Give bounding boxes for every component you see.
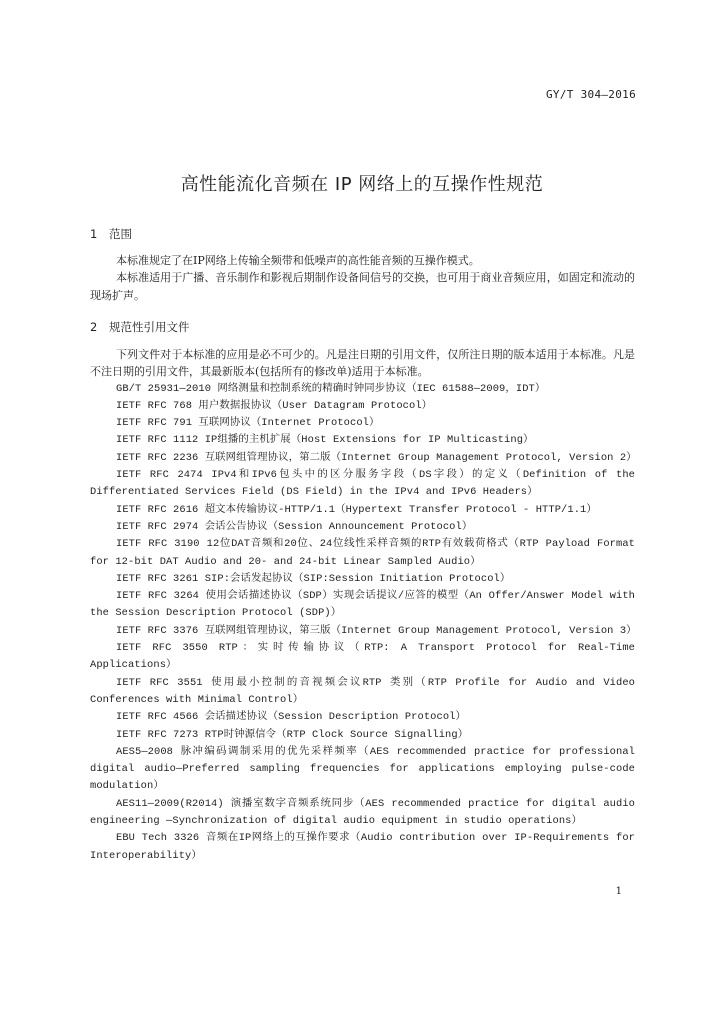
references-intro: 下列文件对于本标准的应用是必不可少的。凡是注日期的引用文件，仅所注日期的版本适用于本标准。凡是不注日期的引用文件，其最新版本(包括所有的修改单)适用于本标准。: [90, 348, 635, 379]
scope-paragraph: 本标准适用于广播、音乐制作和影视后期制作设备间信号的交换，也可用于商业音频应用，如固定和流动的现场扩声。: [90, 271, 635, 302]
scope-paragraph: 本标准规定了在IP网络上传输全频带和低噪声的高性能音频的互操作模式。: [116, 254, 480, 267]
reference-item: IETF RFC 1112 IP组播的主机扩展（Host Extensions for IP Multicasting）: [116, 434, 534, 447]
reference-item: IETF RFC 3376 互联网组管理协议，第三版（Internet Group Management Protocol, Version 3）: [116, 624, 637, 637]
reference-item: IETF RFC 2974 会话公告协议（Session Announcement Protocol）: [116, 520, 473, 533]
section-title: 范围: [109, 227, 132, 241]
reference-item: IETF RFC 791 互联网协议（Internet Protocol）: [116, 417, 380, 430]
reference-item: IETF RFC 2474 IPv4和IPv6包头中的区分服务字段（DS字段）的定义（Definition of the Differentiated Services Field (DS Field) in the IPv4 and IPv6 Headers）: [90, 469, 635, 499]
reference-item: GB/T 25931—2010 网络测量和控制系统的精确时钟同步协议（IEC 61588—2009，IDT）: [116, 382, 546, 395]
reference-item: IETF RFC 3551 使用最小控制的音视频会议RTP 类别（RTP Profile for Audio and Video Conferences with Minimal Control）: [90, 676, 635, 706]
page-number: 1: [615, 886, 622, 897]
reference-item: AES11—2009(R2014) 演播室数字音频系统同步（AES recommended practice for digital audio engineering —Synchronization of digital audio equipment in studio operations）: [90, 797, 635, 828]
reference-item: IETF RFC 3261 SIP:会话发起协议（SIP:Session Initiation Protocol）: [116, 572, 511, 585]
scope-body: [90, 252, 635, 304]
reference-item: IETF RFC 3264 使用会话描述协议（SDP）实现会话提议/应答的模型（An Offer/Answer Model with the Session Description Protocol (SDP)）: [90, 590, 635, 620]
section-references-heading: [90, 319, 190, 335]
section-title: 规范性引用文件: [109, 320, 190, 334]
reference-item: IETF RFC 2616 超文本传输协议-HTTP/1.1（Hypertext Transfer Protocol - HTTP/1.1）: [116, 503, 597, 516]
references-body: [90, 346, 635, 865]
document-title: 高性能流化音频在 IP 网络上的互操作性规范: [180, 174, 544, 195]
reference-item: IETF RFC 768 用户数据报协议（User Datagram Protocol）: [116, 399, 433, 412]
reference-item: AES5—2008 脉冲编码调制采用的优先采样频率（AES recommended practice for professional digital audio—Preferred sampling frequencies for applications employing pulse-code modulation）: [90, 745, 635, 793]
standard-code: GY/T 304—2016: [546, 88, 636, 101]
section-scope-heading: [90, 226, 132, 242]
reference-item: IETF RFC 3550 RTP：实时传输协议（RTP: A Transport Protocol for Real-Time Applications）: [90, 642, 635, 672]
section-number: 1: [90, 227, 98, 241]
reference-item: EBU Tech 3326 音频在IP网络上的互操作要求（Audio contribution over IP-Requirements for Interoperability）: [90, 832, 635, 862]
section-number: 2: [90, 320, 98, 334]
reference-item: IETF RFC 3190 12位DAT音频和20位、24位线性采样音频的RTP有效载荷格式（RTP Payload Format for 12-bit DAT Audio and 20- and 24-bit Linear Sampled Audio）: [90, 538, 635, 568]
reference-item: IETF RFC 4566 会话描述协议（Session Description Protocol）: [116, 711, 467, 724]
reference-item: IETF RFC 2236 互联网组管理协议，第二版（Internet Group Management Protocol, Version 2）: [116, 451, 637, 464]
reference-item: IETF RFC 7273 RTP时钟源信令（RTP Clock Source Signalling）: [116, 728, 469, 741]
